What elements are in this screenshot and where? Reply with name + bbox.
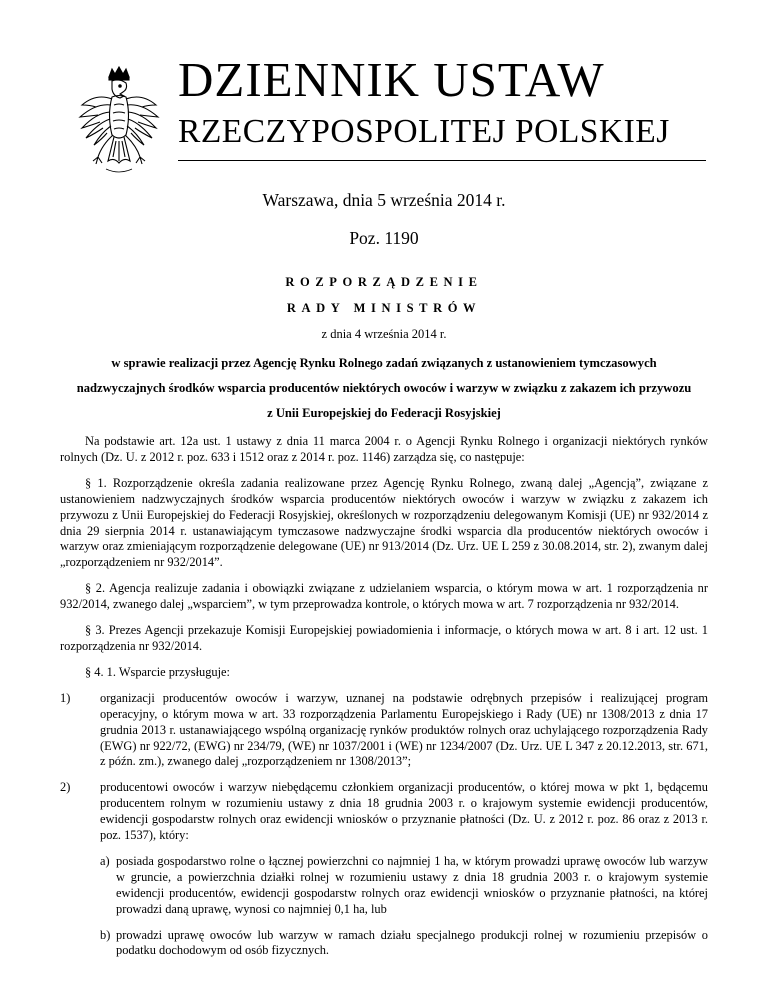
- act-subject: [60, 351, 708, 426]
- act-subject-line: nadzwyczajnych środków wsparcia producentów niektórych owoców i warzyw w związku z zakazem ich przywozu: [76, 381, 692, 395]
- act-body: [60, 434, 708, 969]
- list-item-number: 1): [60, 690, 71, 705]
- paragraph-4-intro: § 4. 1. Wsparcie przysługuje:: [85, 664, 230, 679]
- paragraph-2: § 2. Agencja realizuje zadania i obowiązki związane z udzielaniem wsparcia, o którym mowa w art. 1 rozporządzenia nr 932/2014, zwanego dalej „wsparciem”, w tym przeprowadza kontrole, o których mowa w art. 7 rozporządzenia nr 932/2014.: [60, 581, 708, 612]
- act-subject-line: z Unii Europejskiej do Federacji Rosyjskiej: [267, 406, 501, 420]
- paragraph-3: § 3. Prezes Agencji przekazuje Komisji Europejskiej powiadomienia i informacje, o których mowa w art. 8 i art. 12 ust. 1 rozporządzenia nr 932/2014.: [60, 623, 708, 653]
- sub-list-item: [60, 854, 708, 918]
- act-date: z dnia 4 września 2014 r.: [321, 327, 447, 341]
- publication-position: Poz. 1190: [349, 228, 419, 248]
- act-type: ROZPORZĄDZENIE: [285, 275, 483, 289]
- sub-list-item-text: prowadzi uprawę owoców lub warzyw w ramach działu specjalnego produkcji rolnej w rozumieniu przepisów o podatku dochodowym od osób fizycznych.: [116, 927, 708, 958]
- masthead: [178, 54, 706, 150]
- journal-title: DZIENNIK USTAW: [178, 52, 605, 107]
- preamble: Na podstawie art. 12a ust. 1 ustawy z dnia 11 marca 2004 r. o Agencji Rynku Rolnego i organizacji niektórych rynków rolnych (Dz. U. z 2012 r. poz. 633 i 1512 oraz z 2014 r. poz. 1146) zarządza się, co następuje:: [60, 434, 708, 464]
- masthead-divider: [178, 160, 706, 161]
- list-item-text: producentowi owoców i warzyw niebędącemu członkiem organizacji producentów, o której mowa w pkt 1, będącemu producentem rolnym w rozumieniu ustawy z dnia 18 grudnia 2003 r. o krajowym systemie ewidencji producentów, ewidencji gospodarstw rolnych oraz ewidencji wniosków o przyznanie płatności (Dz. U. z 2012 r. poz. 86 oraz z 2013 r. poz. 1537), który:: [100, 780, 708, 843]
- sub-list-item-text: posiada gospodarstwo rolne o łącznej powierzchni co najmniej 1 ha, w którym prowadzi uprawę owoców lub warzyw w gruncie, a powierzchnia działki rolnej w rozumieniu ustawy z dnia 18 grudnia 2003 r. o krajowym systemie ewidencji producentów, ewidencji gospodarstw rolnych oraz ewidencji wniosków o przyznanie płatności, na której prowadzi daną uprawę, wynosi co najmniej 0,1 ha, lub: [116, 853, 708, 916]
- journal-subtitle: RZECZYPOSPOLITEJ POLSKIEJ: [178, 113, 670, 150]
- paragraph-1: § 1. Rozporządzenie określa zadania realizowane przez Agencję Rynku Rolnego, zwaną dalej „Agencją”, związane z ustanowieniem nadzwyczajnych środków wsparcia producentów niektórych owoców i warzyw w związku z zakazem ich przywozu z Unii Europejskiej do Federacji Rosyjskiej, określonych w rozporządzeniu delegowanym Komisji (UE) nr 932/2014 z dnia 29 sierpnia 2014 r. ustanawiającym tymczasowe nadzwyczajne środki wsparcia dla producentów niektórych owoców i warzyw oraz zmieniającym rozporządzenie delegowane (UE) nr 913/2014 (Dz. Urz. UE L 259 z 30.08.2014, str. 2), zwanym dalej „rozporządzeniem nr 932/2014”.: [60, 475, 708, 570]
- list-item-number: 2): [60, 780, 71, 795]
- sub-list-item: [60, 928, 708, 960]
- list-item: [60, 780, 708, 844]
- sub-list-item-letter: b): [100, 927, 111, 942]
- act-issuer: RADY MINISTRÓW: [286, 301, 482, 315]
- act-subject-line: w sprawie realizacji przez Agencję Rynku Rolnego zadań związanych z ustanowieniem tymczasowych: [111, 356, 657, 370]
- list-item-text: organizacji producentów owoców i warzyw, uznanej na podstawie odrębnych przepisów i realizującej program operacyjny, o którym mowa w art. 33 rozporządzenia Parlamentu Europejskiego i Rady (UE) nr 1308/2013 z dnia 17 grudnia 2013 r. ustanawiającego wspólną organizację rynków produktów rolnych oraz uchylającego rozporządzenia Rady (EWG) nr 922/72, (EWG) nr 234/79, (WE) nr 1037/2001 i (WE) nr 1234/2007 (Dz. Urz. UE L 347 z 20.12.2013, str. 671, z późn. zm.), zwanego dalej „rozporządzeniem nr 1308/2013”;: [100, 690, 708, 769]
- sub-list-item-letter: a): [100, 853, 110, 868]
- list-item: [60, 691, 708, 771]
- polish-eagle-emblem-icon: [76, 65, 162, 181]
- publication-place-date: Warszawa, dnia 5 września 2014 r.: [262, 190, 506, 210]
